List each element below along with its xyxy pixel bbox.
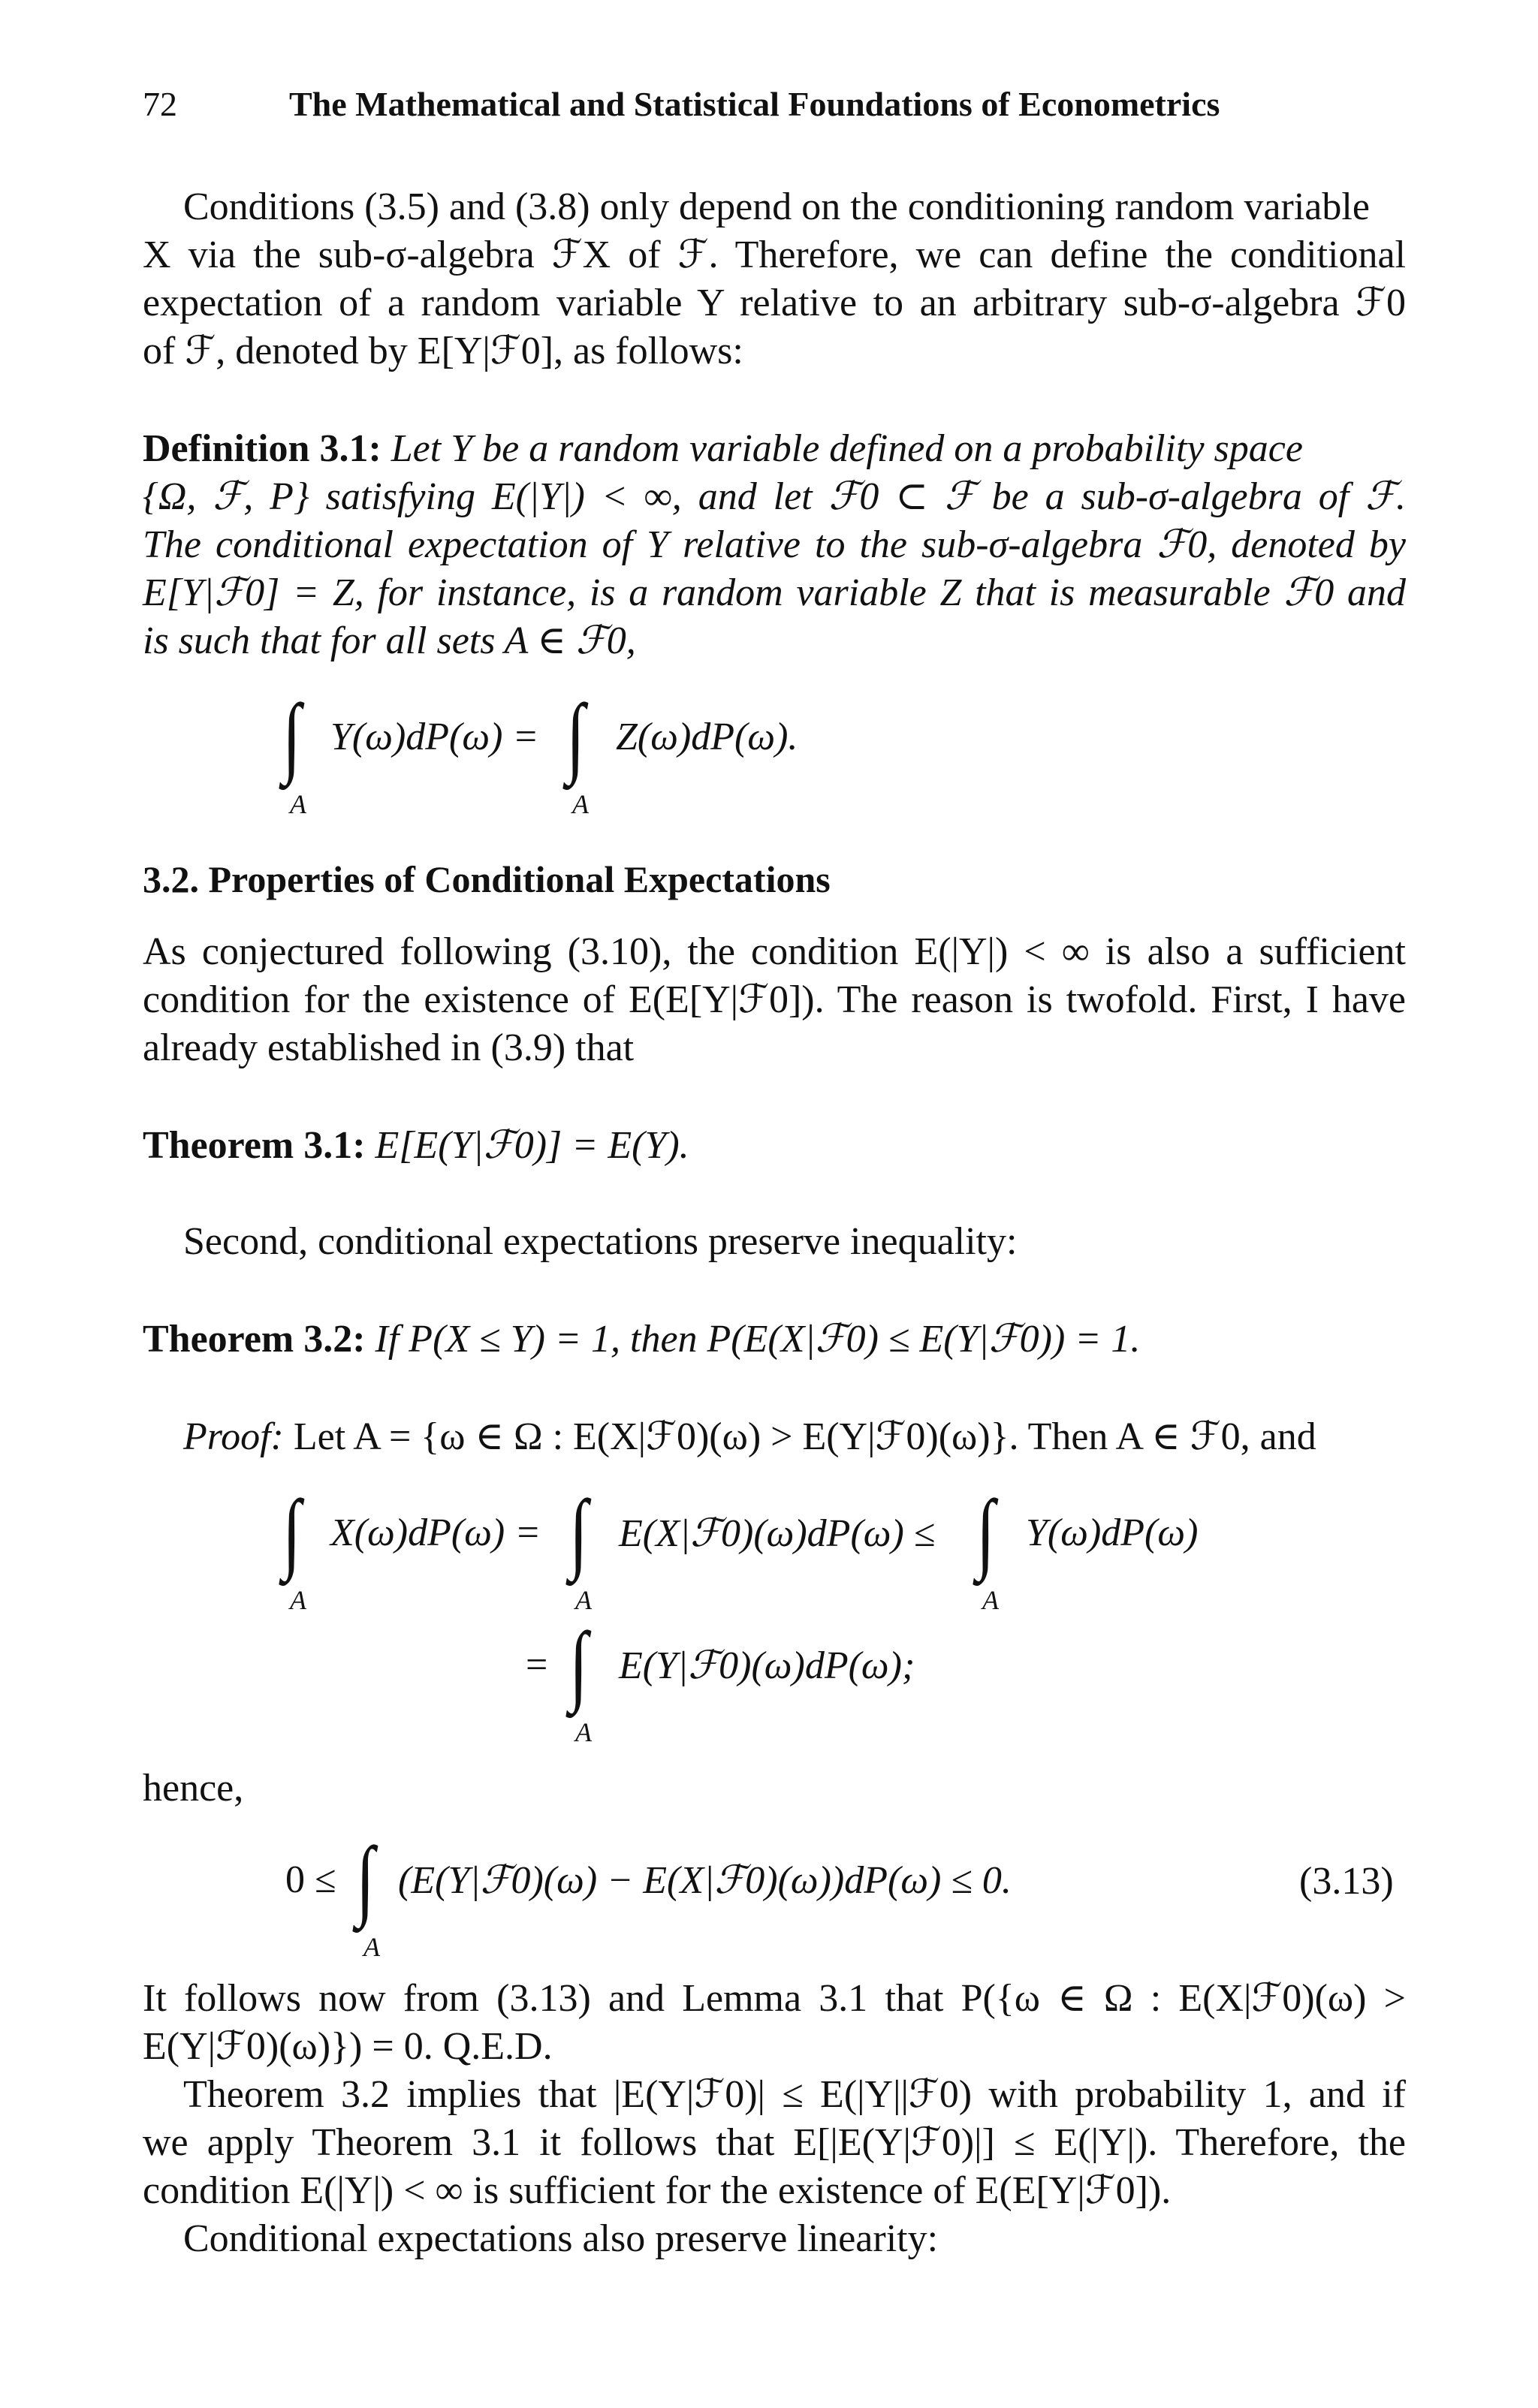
section-line-3: already established in (3.9) that [143,1026,635,1069]
running-title: The Mathematical and Statistical Foundations of Econometrics [289,85,1220,123]
closing-line-1: Theorem 3.2 implies that |E(Y|ℱ0)| ≤ E(|Y||ℱ0) with probability 1, and if [183,2073,1406,2116]
integral-sign: ∫ [569,1614,588,1713]
closing-line-3: condition E(|Y|) < ∞ is sufficient for the existence of E(E[Y|ℱ0]). [143,2169,1172,2212]
theorem-label: Theorem 3.2: [143,1318,366,1361]
eq313-lead: 0 ≤ [285,1858,336,1901]
proof-eq2-b: E(Y|ℱ0)(ω)dP(ω); [619,1644,915,1687]
equation-number: (3.13) [1299,1860,1394,1903]
definition-line-4: E[Y|ℱ0] = Z, for instance, is a random variable Z that is measurable ℱ0 and [143,571,1406,614]
intro-line-4: of ℱ, denoted by E[Y|ℱ0], as follows: [143,330,743,372]
integral-sign: ∫ [976,1481,995,1581]
theorem-label: Theorem 3.1: [143,1124,366,1167]
definition-line-3: The conditional expectation of Y relative to the sub-σ-algebra ℱ0, denoted by [143,523,1406,566]
section-line-2: condition for the existence of E(E[Y|ℱ0]). The reason is twofold. First, I have [143,978,1406,1021]
integral-sign: ∫ [569,1481,588,1581]
definition-equation-right: Z(ω)dP(ω). [616,716,798,758]
section-line-1: As conjectured following (3.10), the condition E(|Y|) < ∞ is also a sufficient [143,930,1406,973]
integral-domain: A [290,1585,306,1615]
integral-domain: A [363,1932,380,1962]
integral-sign: ∫ [356,1828,375,1928]
theorem-statement: If P(X ≤ Y) = 1, then P(E(X|ℱ0) ≤ E(Y|ℱ0)) = 1. [375,1318,1141,1361]
after-line-1: It follows now from (3.13) and Lemma 3.1 that P({ω ∈ Ω : E(X|ℱ0)(ω) > [143,1977,1406,2020]
integral-domain: A [982,1585,999,1615]
closing-line-4: Conditional expectations also preserve linearity: [183,2217,939,2260]
integral-domain: A [575,1717,592,1747]
theorem-3-1 [143,1122,689,1170]
integral-sign: ∫ [282,1481,301,1581]
integral-domain: A [290,789,306,819]
section-heading: 3.2. Properties of Conditional Expectations [143,858,831,900]
hence-text: hence, [143,1767,244,1810]
intro-line-2: X via the sub-σ-algebra ℱX of ℱ. Therefore, we can define the conditional [143,234,1406,276]
theorem-3-2 [143,1316,1140,1364]
proof-eq1-a: X(ω)dP(ω) = [330,1511,541,1554]
eq313-body: (E(Y|ℱ0)(ω) − E(X|ℱ0)(ω))dP(ω) ≤ 0. [398,1859,1012,1902]
definition-first-line [143,425,1406,473]
proof-eq1-b: E(X|ℱ0)(ω)dP(ω) ≤ [619,1512,936,1555]
proof-first-line [183,1413,1316,1461]
proof-eq1-c: Y(ω)dP(ω) [1026,1511,1199,1554]
definition-line-1: Let Y be a random variable defined on a probability space [391,427,1303,470]
intro-line-3: expectation of a random variable Y relative to an arbitrary sub-σ-algebra ℱ0 [143,282,1406,324]
intro-line-1: Conditions (3.5) and (3.8) only depend on the conditioning random variable [183,185,1370,228]
definition-equation-left: Y(ω)dP(ω) = [330,716,539,758]
inequality-intro: Second, conditional expectations preserve inequality: [183,1220,1018,1263]
integral-domain: A [572,789,589,819]
definition-line-2: {Ω, ℱ, P} satisfying E(|Y|) < ∞, and let ℱ0 ⊂ ℱ be a sub-σ-algebra of ℱ. [143,475,1406,518]
integral-sign: ∫ [566,686,585,785]
definition-label: Definition 3.1: [143,427,381,470]
definition-line-5: is such that for all sets A ∈ ℱ0, [143,619,636,662]
proof-eq2-equals: = [526,1644,548,1686]
closing-line-2: we apply Theorem 3.1 it follows that E[|E(Y|ℱ0)|] ≤ E(|Y|). Therefore, the [143,2121,1406,2164]
theorem-statement: E[E(Y|ℱ0)] = E(Y). [375,1124,689,1167]
page-number: 72 [143,85,177,123]
integral-sign: ∫ [282,686,301,785]
after-line-2: E(Y|ℱ0)(ω)}) = 0. Q.E.D. [143,2025,553,2068]
proof-label: Proof: [183,1415,284,1458]
proof-text: Let A = {ω ∈ Ω : E(X|ℱ0)(ω) > E(Y|ℱ0)(ω)}. Then A ∈ ℱ0, and [293,1415,1316,1458]
integral-domain: A [575,1585,592,1615]
